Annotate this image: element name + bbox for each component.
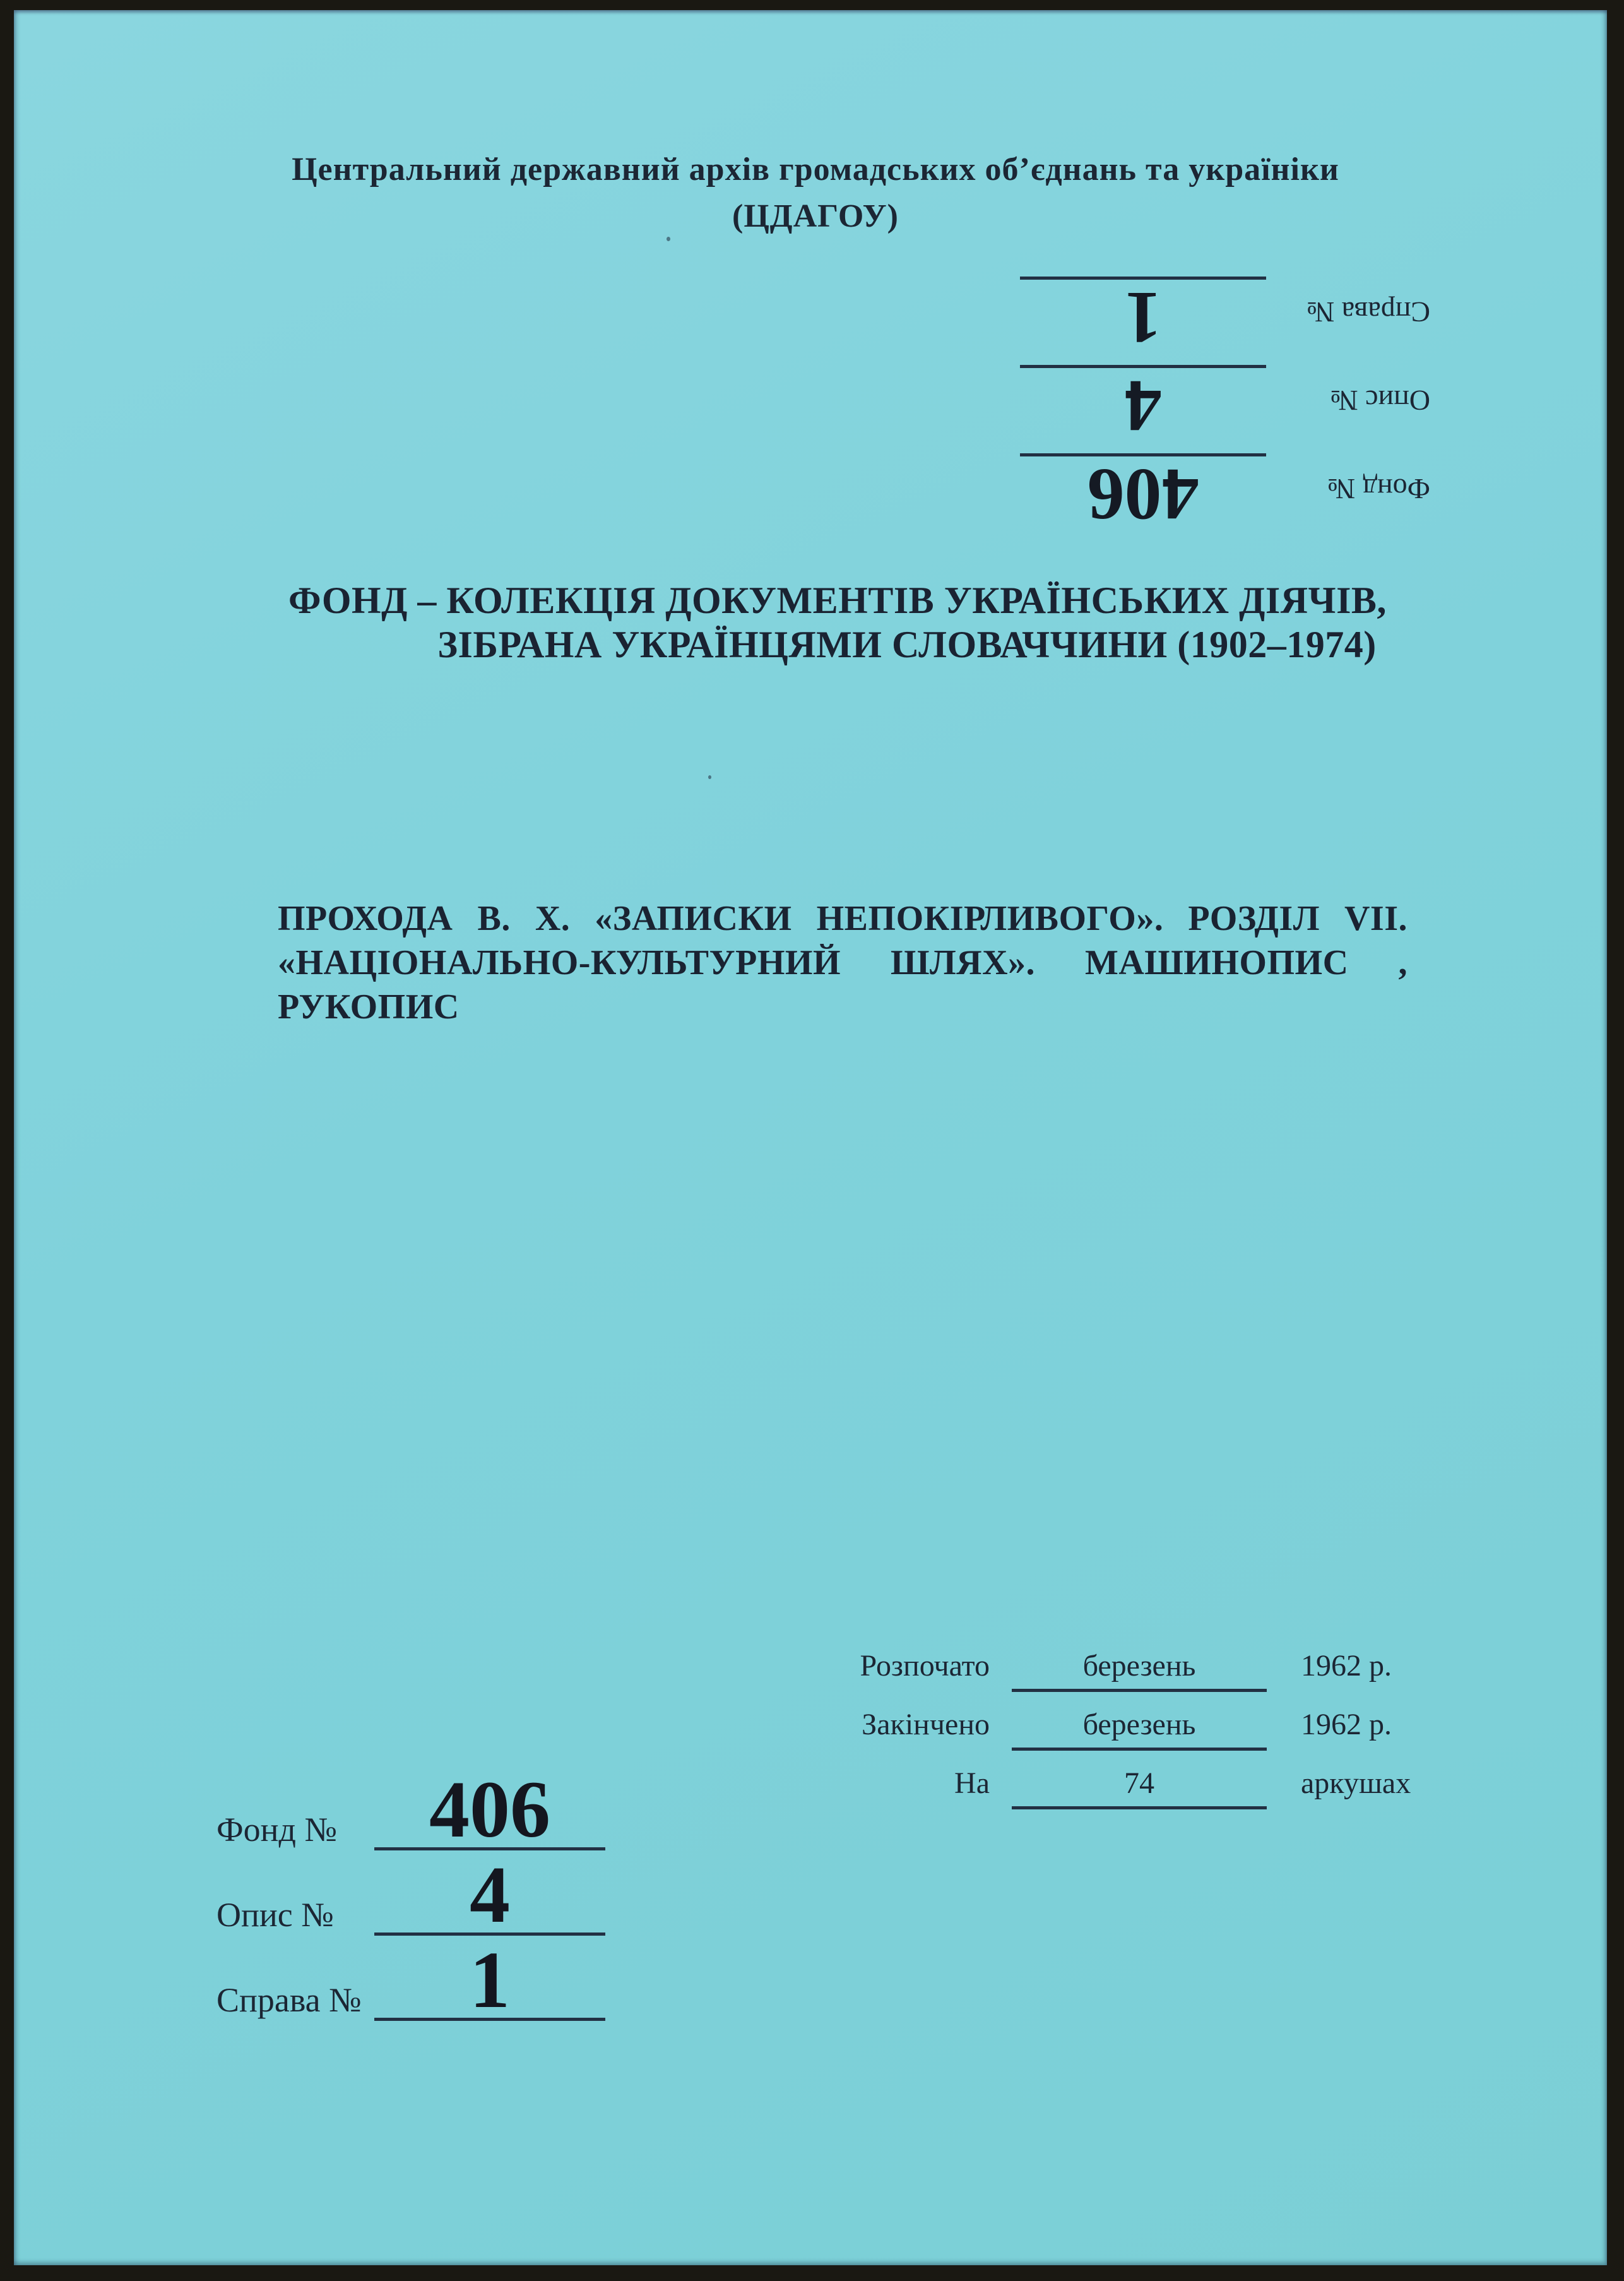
fond-number-value: 406: [374, 1780, 605, 1850]
sheets-count: 74: [1012, 1766, 1267, 1809]
fond-title-line2: ЗІБРАНА УКРАЇНЦЯМИ СЛОВАЧЧИНИ (1902–1974): [437, 624, 1377, 665]
footer-numbers-block: [216, 1764, 605, 2025]
started-value: березень: [1012, 1648, 1267, 1692]
stamp-row-opys: [1007, 359, 1430, 447]
date-row-finished: [832, 1692, 1411, 1751]
sheets-label: На: [954, 1766, 990, 1800]
finished-value: березень: [1012, 1707, 1267, 1751]
rotated-stamp: [1007, 270, 1430, 535]
institution-abbreviation: (ЦДАГОУ): [732, 198, 899, 234]
archive-cover-page: [14, 10, 1607, 2265]
fond-title: [14, 578, 1607, 667]
stamp-fond-label: Фонд №: [1327, 473, 1430, 505]
scan-speck: [708, 775, 711, 779]
fond-number-label: Фонд №: [216, 1811, 338, 1849]
sheets-unit: аркушах: [1301, 1766, 1411, 1800]
case-title: [278, 896, 1408, 1029]
fond-title-line1: ФОНД – КОЛЕКЦІЯ ДОКУМЕНТІВ УКРАЇНСЬКИХ ДІЯЧІВ,: [288, 580, 1387, 621]
fond-number-row: [216, 1764, 605, 1854]
opys-number-label: Опис №: [216, 1896, 334, 1934]
stamp-fond-value: 406: [1020, 453, 1266, 523]
finished-label: Закінчено: [862, 1708, 990, 1741]
institution-name: Центральний державний архів громадських об’єднань та україніки: [292, 152, 1339, 188]
sprava-number-label: Справа №: [216, 1981, 362, 2019]
stamp-row-sprava: [1007, 270, 1430, 359]
started-year: 1962 р.: [1301, 1649, 1392, 1682]
sheets-row: [832, 1751, 1411, 1809]
case-title-line3: РУКОПИС: [278, 987, 459, 1027]
stamp-row-fond: [1007, 447, 1430, 535]
dates-block: [832, 1633, 1411, 1809]
case-title-line2: «НАЦІОНАЛЬНО-КУЛЬТУРНИЙ ШЛЯХ». МАШИНОПИС ,: [278, 943, 1408, 982]
page-header: [14, 146, 1607, 240]
stamp-opys-label: Опис №: [1330, 384, 1430, 417]
stamp-sprava-label: Справа №: [1307, 296, 1430, 328]
sprava-number-row: [216, 1934, 605, 2025]
sprava-number-value: 1: [374, 1951, 605, 2021]
stamp-opys-value: 4: [1020, 365, 1266, 435]
finished-year: 1962 р.: [1301, 1708, 1392, 1741]
date-row-started: [832, 1633, 1411, 1692]
opys-number-row: [216, 1849, 605, 1939]
opys-number-value: 4: [374, 1866, 605, 1936]
stamp-sprava-value: 1: [1020, 277, 1266, 347]
started-label: Розпочато: [860, 1649, 990, 1682]
scan-speck: [667, 237, 670, 241]
case-title-line1: ПРОХОДА В. Х. «ЗАПИСКИ НЕПОКІРЛИВОГО». РОЗДІЛ VII.: [278, 899, 1408, 938]
